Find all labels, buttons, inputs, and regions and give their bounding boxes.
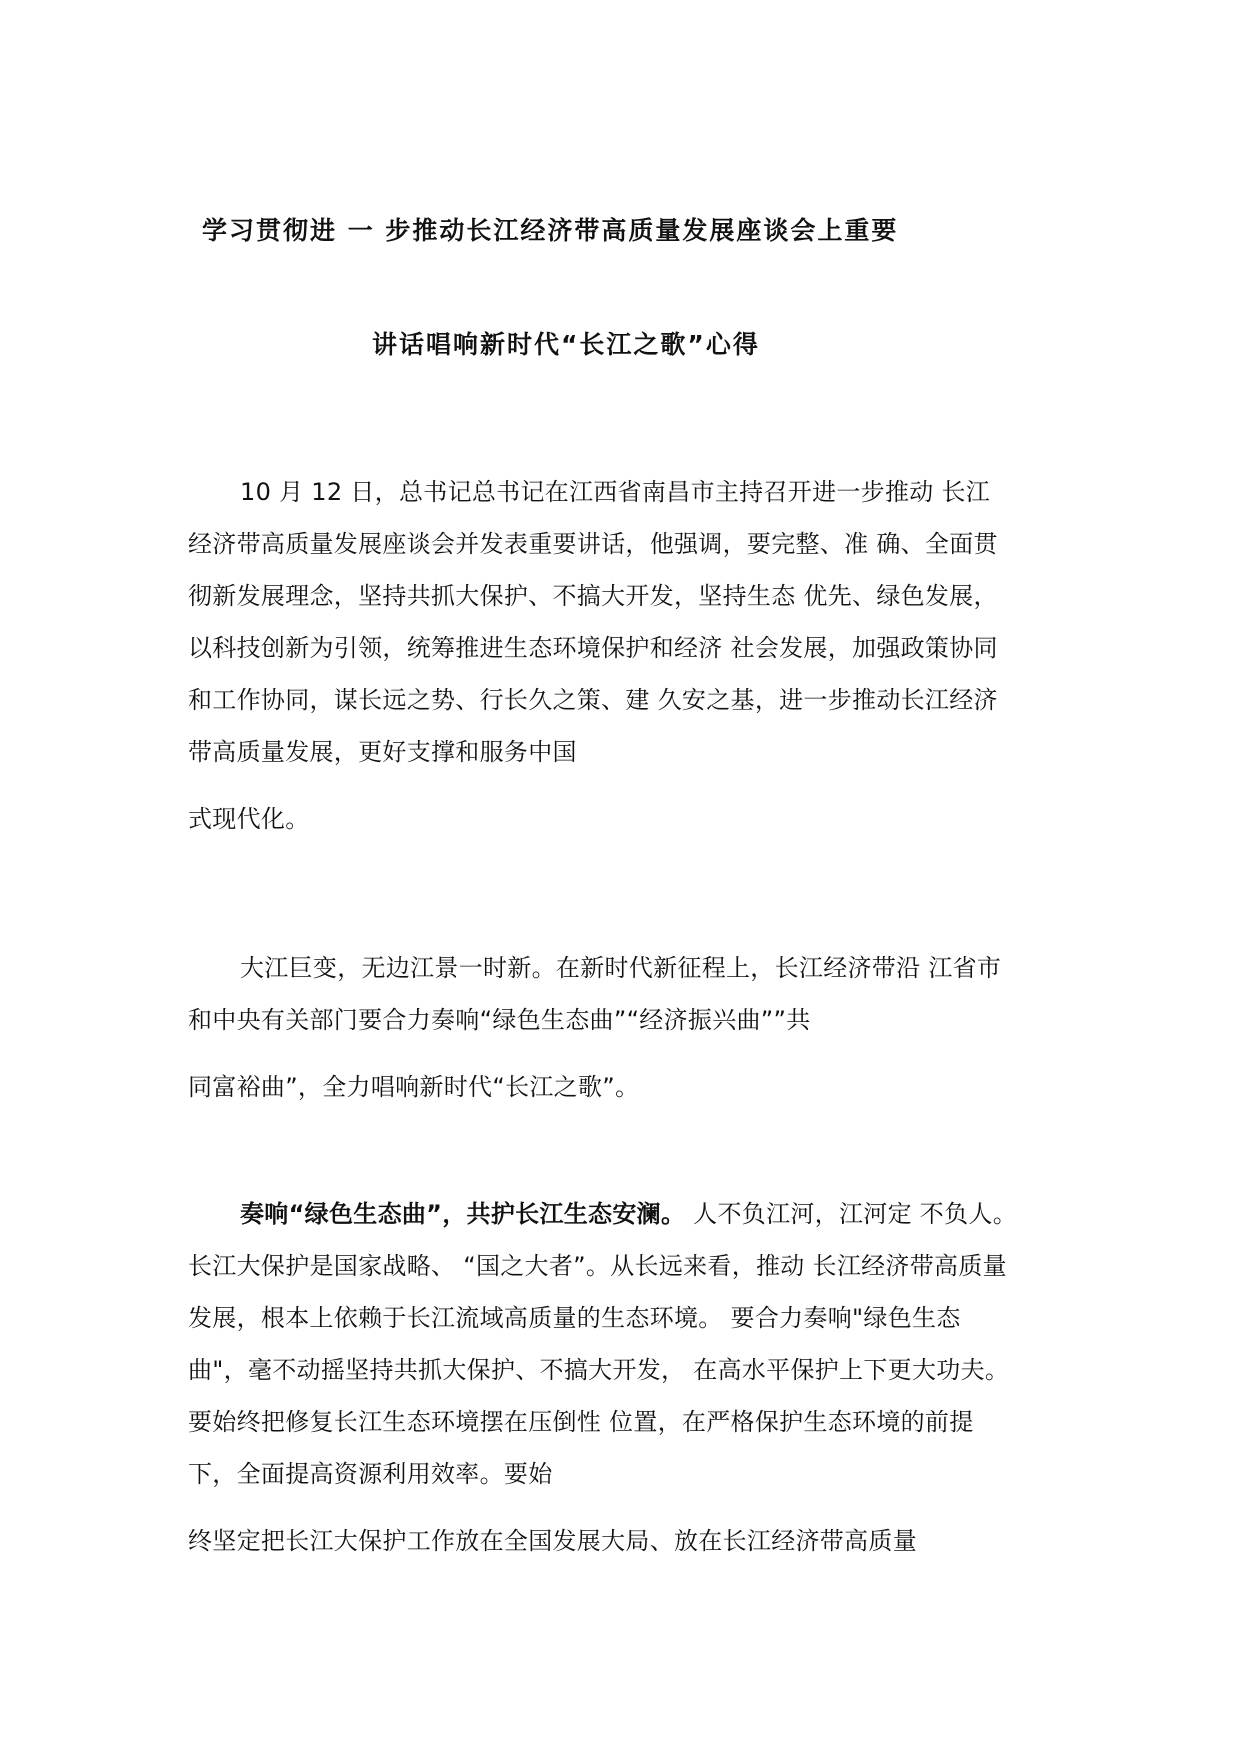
para3-line-1-text: 人不负江河，江河定 不负人。	[685, 1200, 1018, 1228]
para3-line-2: 长江大保护是国家战略、 “国之大者”。从长远来看，推动 长江经济带高质量	[188, 1252, 1007, 1280]
para3-line-1	[240, 1197, 1017, 1231]
para1-line-3: 彻新发展理念，坚持共抓大保护、不搞大开发，坚持生态 优先、绿色发展，	[188, 582, 998, 610]
para3-line-4: 曲"，毫不动摇坚持共抓大保护、不搞大开发， 在高水平保护上下更大功夫。	[188, 1356, 1010, 1384]
para1-line-5: 和工作协同，谋长远之势、行长久之策、建 久安之基，进一步推动长江经济	[188, 686, 998, 714]
para3-line-7: 终坚定把长江大保护工作放在全国发展大局、放在长江经济带高质量	[188, 1527, 917, 1555]
para2-line-3: 同富裕曲”，全力唱响新时代“长江之歌”。	[188, 1073, 640, 1101]
title-line-2: 讲话唱响新时代“长江之歌”心得	[372, 330, 760, 359]
para3-line-3: 发展，根本上依赖于长江流域高质量的生态环境。 要合力奏响"绿色生态	[188, 1304, 961, 1332]
para2-line-2: 和中央有关部门要合力奏响“绿色生态曲”“经济振兴曲””共	[188, 1006, 811, 1034]
para1-line-6: 带高质量发展，更好支撑和服务中国	[188, 738, 577, 766]
para3-line-6: 下，全面提高资源利用效率。要始	[188, 1460, 553, 1488]
para3-line-5: 要始终把修复长江生态环境摆在压倒性 位置，在严格保护生态环境的前提	[188, 1408, 974, 1436]
para1-line-1: 10 月 12 日，总书记总书记在江西省南昌市主持召开进一步推动 长江	[240, 478, 991, 506]
title-line-1: 学习贯彻进 一 步推动长江经济带高质量发展座谈会上重要	[202, 216, 899, 245]
para1-line-7: 式现代化。	[188, 805, 310, 833]
para3-heading: 奏响“绿色生态曲”，共护长江生态安澜。	[240, 1200, 686, 1228]
para2-line-1: 大江巨变，无边江景一时新。在新时代新征程上，长江经济带沿 江省市	[240, 954, 1002, 982]
para1-line-4: 以科技创新为引领，统筹推进生态环境保护和经济 社会发展，加强政策协同	[188, 634, 998, 662]
para1-line-2: 经济带高质量发展座谈会并发表重要讲话，他强调，要完整、准 确、全面贯	[188, 530, 998, 558]
